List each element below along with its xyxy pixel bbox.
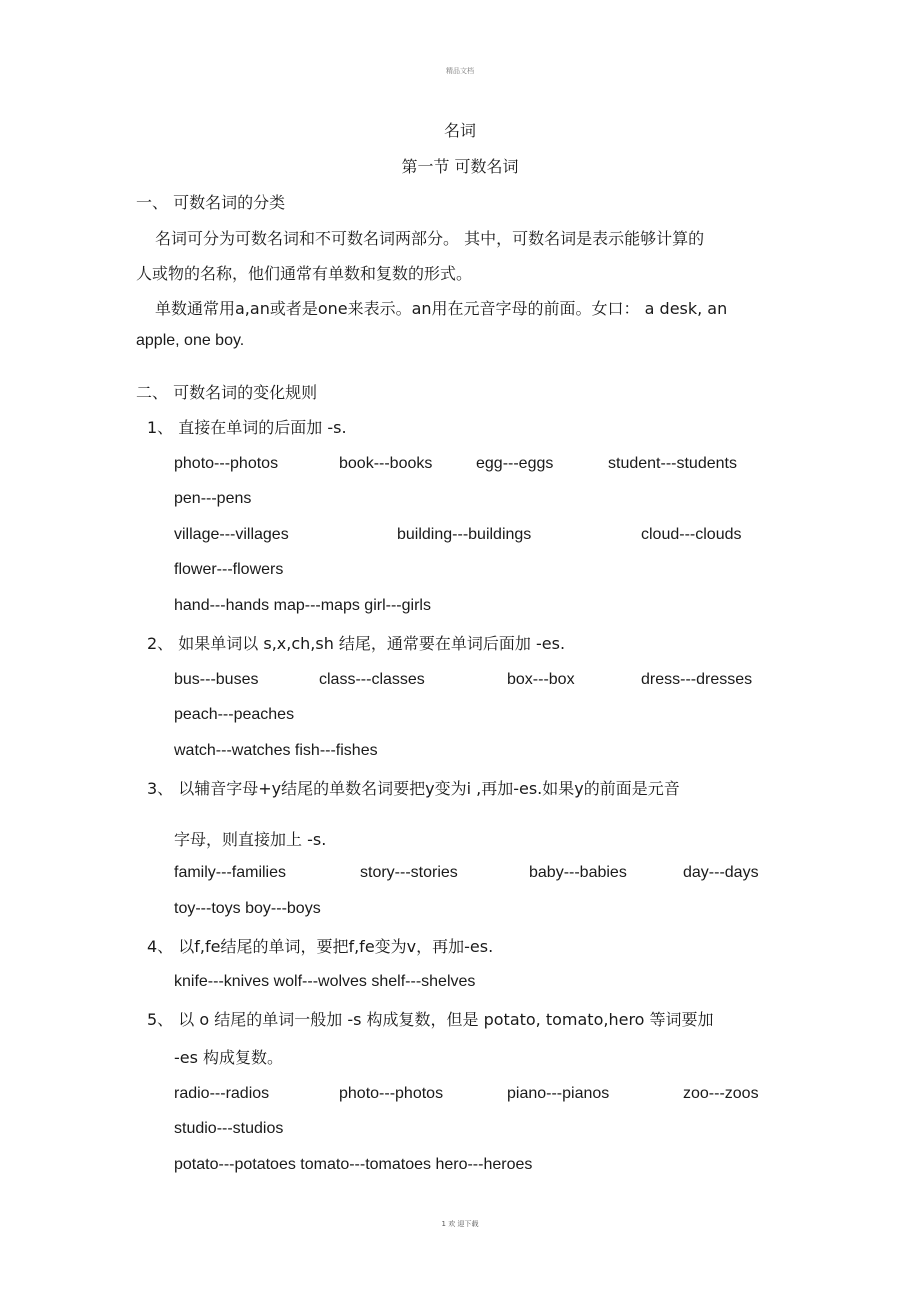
rule1-examples-line4: flower---flowers	[174, 561, 284, 578]
footer-note	[0, 1219, 920, 1229]
rule5-label-continued: -es 构成复数。	[174, 1048, 284, 1067]
example-pair: book---books	[339, 455, 433, 472]
rule2-examples-line2: peach---peaches	[174, 706, 295, 723]
rule4-examples-line1: knife---knives wolf---wolves shelf---shelves	[174, 973, 476, 990]
example-pair: baby---babies	[529, 864, 627, 881]
page-number: 1	[441, 1220, 446, 1228]
rule5-examples-line2: studio---studios	[174, 1120, 284, 1137]
example-pair: dress---dresses	[641, 671, 753, 688]
example-pair: piano---pianos	[507, 1085, 610, 1102]
page-title: 名词	[443, 121, 476, 140]
example-pair: student---students	[608, 455, 737, 472]
example-pair: village---villages	[174, 526, 289, 543]
rule1-label: 1、 直接在单词的后面加 -s.	[147, 418, 347, 437]
rule1-examples-line2: pen---pens	[174, 490, 252, 507]
example-pair: zoo---zoos	[683, 1085, 759, 1102]
example-pair: bus---buses	[174, 671, 259, 688]
example-pair: box---box	[507, 671, 575, 688]
rule5-label: 5、 以 o 结尾的单词一般加 -s 构成复数，但是 potato, tomato,hero 等词要加	[147, 1010, 714, 1029]
section2-heading: 二、 可数名词的变化规则	[136, 383, 318, 402]
section1-paragraph2-line2: apple, one boy.	[136, 332, 245, 349]
footer-text: 欢 迎下载	[448, 1220, 479, 1228]
section1-paragraph1-line1: 名词可分为可数名词和不可数名词两部分。 其中，可数名词是表示能够计算的	[155, 229, 705, 248]
rule3-label: 3、 以辅音字母+y结尾的单数名词要把y变为i ,再加-es.如果y的前面是元音	[147, 779, 680, 798]
header-note: 精品文档	[446, 67, 474, 75]
example-pair: radio---radios	[174, 1085, 270, 1102]
rule1-examples-line5: hand---hands map---maps girl---girls	[174, 597, 431, 614]
section1-paragraph1-line2: 人或物的名称，他们通常有单数和复数的形式。	[136, 264, 473, 283]
rule4-label: 4、 以f,fe结尾的单词，要把f,fe变为v，再加-es.	[147, 937, 494, 956]
example-pair: day---days	[683, 864, 759, 881]
rule3-label-continued: 字母，则直接加上 -s.	[174, 830, 327, 849]
rule2-label: 2、 如果单词以 s,x,ch,sh 结尾，通常要在单词后面加 -es.	[147, 634, 566, 653]
example-pair: cloud---clouds	[641, 526, 742, 543]
example-pair: story---stories	[360, 864, 458, 881]
example-pair: photo---photos	[339, 1085, 444, 1102]
rule5-examples-line3: potato---potatoes tomato---tomatoes hero---heroes	[174, 1156, 533, 1173]
example-pair: photo---photos	[174, 455, 279, 472]
section1-paragraph2-line1: 单数通常用a,an或者是one来表示。an用在元音字母的前面。女口： a desk, an	[155, 299, 728, 318]
example-pair: building---buildings	[397, 526, 532, 543]
example-pair: egg---eggs	[476, 455, 554, 472]
section1-heading: 一、 可数名词的分类	[136, 193, 286, 212]
rule2-examples-line3: watch---watches fish---fishes	[174, 742, 378, 759]
section-title: 第一节 可数名词	[401, 157, 519, 176]
example-pair: family---families	[174, 864, 286, 881]
rule3-examples-line2: toy---toys boy---boys	[174, 900, 321, 917]
example-pair: class---classes	[319, 671, 425, 688]
